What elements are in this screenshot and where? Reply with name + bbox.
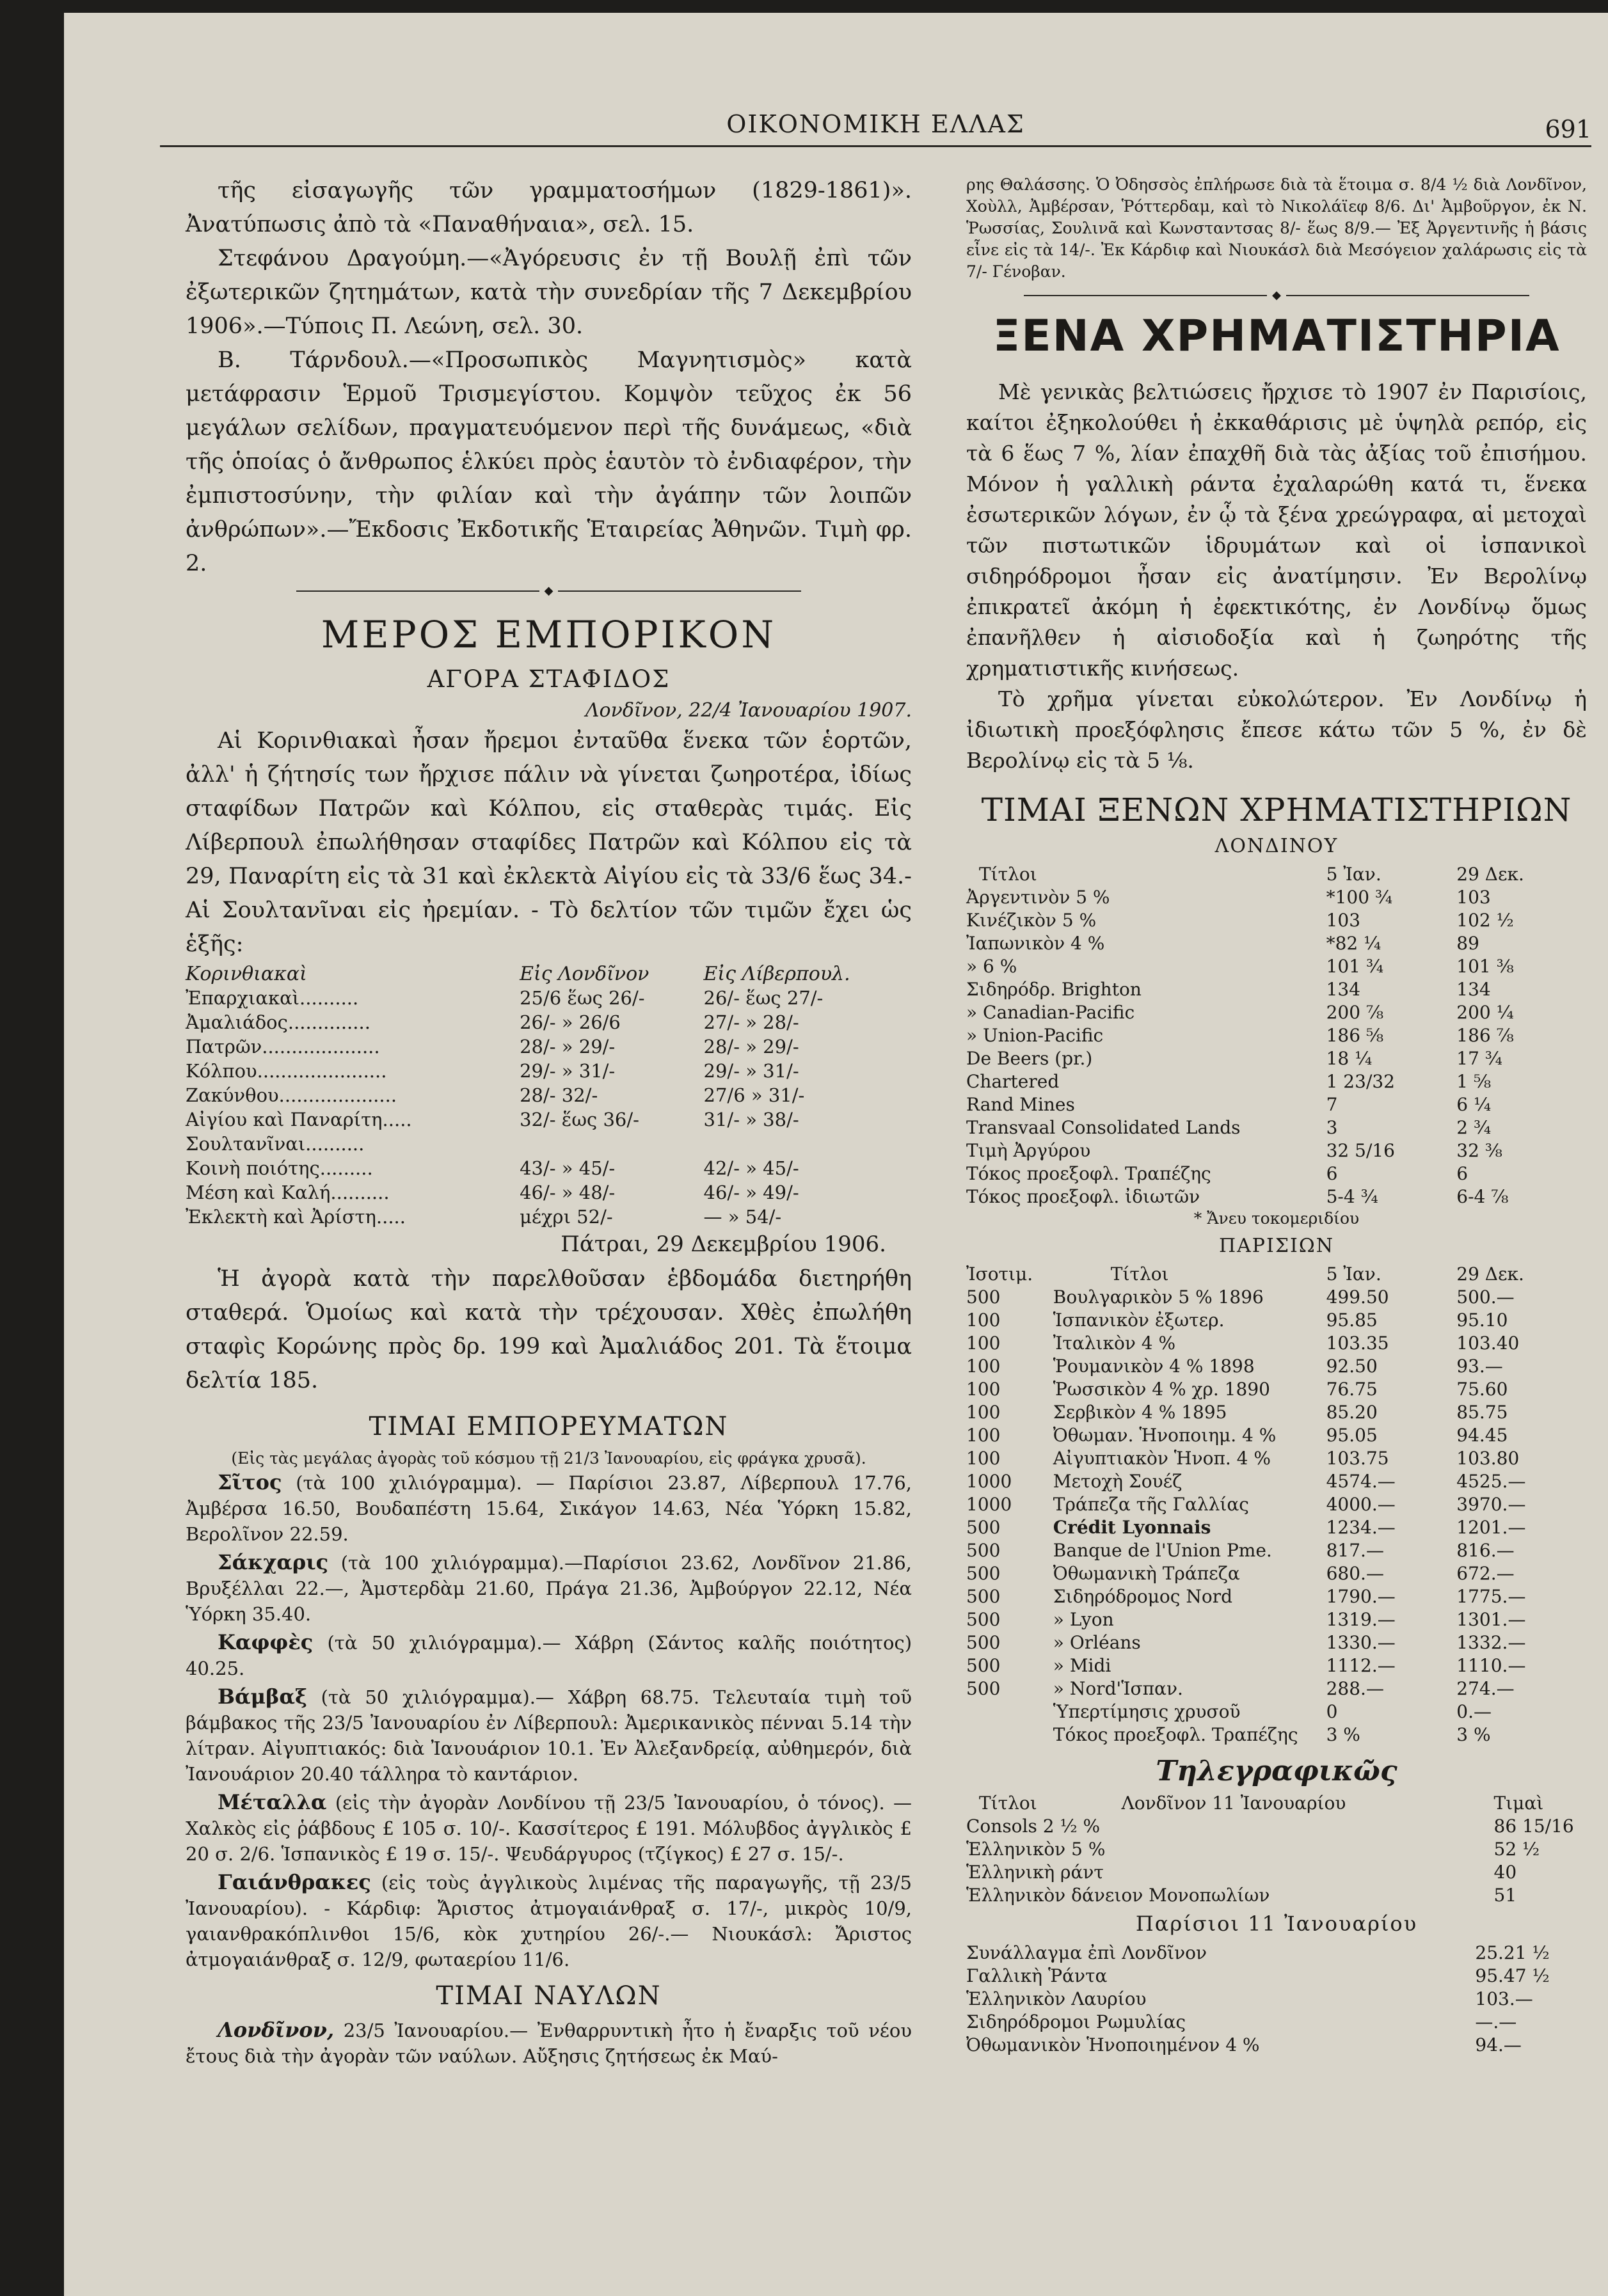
- section-divider: ◆: [966, 285, 1587, 306]
- table-cell: De Beers (pr.): [966, 1047, 1093, 1069]
- table-cell: 1790.—: [1326, 1585, 1396, 1607]
- table-cell: Ἱσπανικὸν ἐξωτερ.: [1053, 1309, 1225, 1331]
- table-cell: 1 23/32: [1326, 1070, 1395, 1092]
- table-cell: Consols 2 ½ %: [966, 1815, 1101, 1837]
- table-cell: Τόκος προεξοφλ. Τραπέζης: [966, 1162, 1211, 1184]
- table-cell: Ἰαπωνικὸν 4 %: [966, 932, 1105, 954]
- table-cell: Transvaal Consolidated Lands: [966, 1116, 1241, 1138]
- foreign-prices-title: ΤΙΜΑΙ ΞΕΝΩΝ ΧΡΗΜΑΤΙΣΤΗΡΙΩΝ: [981, 791, 1572, 828]
- goods-prices-title: ΤΙΜΑΙ ΕΜΠΟΡΕΥΜΑΤΩΝ: [369, 1412, 729, 1441]
- table-row: [966, 1516, 1587, 1539]
- table-cell: 500: [966, 1631, 1001, 1653]
- table-row: [966, 1354, 1587, 1377]
- table-header-cell: Εἰς Λίβερπουλ.: [703, 962, 850, 985]
- table-cell: 32 ⅜: [1456, 1139, 1502, 1161]
- table-cell: » Nord'Ἱσπαν.: [1053, 1677, 1183, 1699]
- table-cell: Σιδηρόδρομοι Ρωμυλίας: [966, 2011, 1186, 2032]
- table-cell: Ἑλληνικὸν Λαυρίου: [966, 1988, 1147, 2009]
- table-cell: 46/- » 48/-: [520, 1182, 616, 1203]
- table-cell: 4574.—: [1326, 1470, 1396, 1492]
- table-cell: 103: [1456, 886, 1491, 908]
- table-cell: *82 ¼: [1326, 932, 1381, 954]
- goods-item: Γαιάνθρακες (εἰς τοὺς ἀγγλικοὺς λιμένας τῆς παραγωγῆς, τῇ 23/5 Ἰανουαρίου). - Κάρδιφ: Ἄριστος ἀτμογαιάνθραξ σ. 17/-, μικρὸς 10/9, γαιανθρακόπλινθοι 15/6, κὸκ χυτηρίου 26/-.— Νιουκάσλ: Ἄριστος ἀτμογαιάνθραξ σ. 12/9, φωταερίου 11/6.: [186, 1870, 912, 1970]
- freight-title: ΤΙΜΑΙ ΝΑΥΛΩΝ: [436, 1981, 662, 2011]
- table-row: [966, 1377, 1587, 1400]
- table-cell: Ἀργεντινὸν 5 %: [966, 886, 1110, 908]
- table-row: [186, 1059, 912, 1083]
- table-cell: Banque de l'Union Pme.: [1053, 1539, 1272, 1561]
- table-cell: Κοινὴ ποιότης.........: [186, 1157, 373, 1179]
- table-row: [966, 1116, 1587, 1139]
- table-row: [186, 986, 912, 1010]
- table-cell: 18 ¼: [1326, 1047, 1373, 1069]
- table-cell: Σιδηρόδρ. Brighton: [966, 978, 1142, 1000]
- table-cell: 52 ½: [1493, 1838, 1540, 1860]
- table-row: [966, 1093, 1587, 1116]
- table-row: [966, 954, 1587, 978]
- table-cell: 100: [966, 1401, 1001, 1423]
- table-row: [966, 1070, 1587, 1093]
- table-cell: Σερβικὸν 4 % 1895: [1053, 1401, 1227, 1423]
- table-row: [186, 1107, 912, 1132]
- table-cell: 103: [1326, 909, 1361, 931]
- table-cell: 186 ⅝: [1326, 1024, 1384, 1046]
- table-cell: *100 ¾: [1326, 886, 1393, 908]
- table-cell: 17 ¾: [1456, 1047, 1502, 1069]
- table-cell: 4000.—: [1326, 1493, 1396, 1515]
- table-cell: 1330.—: [1326, 1631, 1396, 1653]
- table-cell: Τράπεζα τῆς Γαλλίας: [1053, 1493, 1249, 1515]
- table-cell: 40: [1493, 1861, 1517, 1883]
- intro-paragraph: Β. Τάρνδουλ.—«Προσωπικὸς Μαγνητισμὸς» κατὰ μετάφρασιν Ἑρμοῦ Τρισμεγίστου. Κομψὸν τεῦχος ἐκ 56 μεγάλων σελίδων, πραγματευόμενον περὶ τῆς δυνάμεως, «διὰ τῆς ὁποίας ὁ ἄνθρωπος ἑλκύει πρὸς ἑαυτὸν τὸ ἐνδιαφέρον, τὴν ἐμπιστοσύνην, τὴν φιλίαν καὶ τὴν ἀγάπην τῶν λοιπῶν ἀνθρώπων».—Ἔκδοσις Ἐκδοτικῆς Ἑταιρείας Ἀθηνῶν. Τιμὴ φρ. 2.: [186, 347, 912, 576]
- table-cell: 100: [966, 1447, 1001, 1469]
- table-cell: 1775.—: [1456, 1585, 1526, 1607]
- table-cell: Rand Mines: [966, 1093, 1075, 1115]
- table-cell: 26/- » 26/6: [520, 1011, 621, 1033]
- table-cell: 1332.—: [1456, 1631, 1526, 1653]
- table-cell: Ζακύνθου....................: [186, 1084, 397, 1106]
- table-cell: 29/- » 31/-: [703, 1060, 799, 1082]
- table-cell: Κόλπου......................: [186, 1060, 387, 1082]
- table-cell: —.—: [1475, 2011, 1517, 2032]
- table-row: [966, 1423, 1587, 1446]
- table-cell: 29/- » 31/-: [520, 1060, 616, 1082]
- page-number: 691: [1545, 115, 1591, 143]
- table-cell: 92.50: [1326, 1355, 1378, 1377]
- table-cell: 28/- » 29/-: [703, 1036, 799, 1057]
- table-row: [966, 1308, 1587, 1331]
- table-cell: 500: [966, 1562, 1001, 1584]
- table-cell: 101 ¾: [1326, 955, 1384, 977]
- table-cell: Ἑλληνικὸν δάνειον Μονοπωλίων: [966, 1884, 1270, 1906]
- table-cell: 3: [1326, 1116, 1338, 1138]
- table-row: [186, 1156, 912, 1180]
- table-cell: 1 ⅝: [1456, 1070, 1492, 1092]
- table-cell: 134: [1456, 978, 1491, 1000]
- right-column: [966, 174, 1587, 2056]
- table-cell: 100: [966, 1332, 1001, 1354]
- table-cell: 89: [1456, 932, 1479, 954]
- table-cell: 3970.—: [1456, 1493, 1526, 1515]
- table-header-cell: 29 Δεκ.: [1456, 1263, 1524, 1285]
- table-row: [186, 1180, 912, 1205]
- table-cell: [966, 1723, 1053, 1746]
- table-cell: [1122, 1860, 1494, 1883]
- table-row: [966, 1883, 1587, 1906]
- table-cell: 1234.—: [1326, 1516, 1396, 1538]
- table-cell: 94.45: [1456, 1424, 1508, 1446]
- table-cell: 500.—: [1456, 1286, 1515, 1308]
- table-cell: 76.75: [1326, 1378, 1378, 1400]
- table-row: [966, 1631, 1587, 1654]
- table-cell: 7: [1326, 1093, 1338, 1115]
- table-cell: Ὀθωμαν. Ἡνοποιημ. 4 %: [1053, 1424, 1277, 1446]
- table-cell: 500: [966, 1585, 1001, 1607]
- goods-item: Μέταλλα (εἰς τὴν ἀγορὰν Λονδίνου τῇ 23/5 Ἰανουαρίου, ὁ τόνος). — Χαλκὸς εἰς ῥάβδους £ 105 σ. 10/-. Κασσίτερος £ 191. Μόλυβδος ἀγγλικὸς £ 20 σ. 2/6. Ἱσπανικὸς £ 19 σ. 15/-. Ψευδάργυρος (τζίγκος) £ 27 σ. 15/-.: [186, 1790, 912, 1865]
- table-row: [966, 1539, 1587, 1562]
- table-row: [966, 1814, 1587, 1837]
- table-row: [966, 1139, 1587, 1162]
- table-row: [966, 1047, 1587, 1070]
- table-cell: 85.75: [1456, 1401, 1508, 1423]
- table-cell: Τόκος προεξοφλ. Τραπέζης: [1053, 1723, 1298, 1745]
- table-cell: 6: [1456, 1162, 1469, 1184]
- table-row: [966, 1860, 1587, 1883]
- journal-title: ΟΙΚΟΝΟΜΙΚΗ ΕΛΛΑΣ: [726, 110, 1025, 138]
- intro-paragraph: Στεφάνου Δραγούμη.—«Ἀγόρευσις ἐν τῇ Βουλῇ ἐπὶ τῶν ἐξωτερικῶν ζητημάτων, κατὰ τὴν συνεδρίαν τῆς 7 Δεκεμβρίου 1906».—Τύποις Π. Λεώνη, σελ. 30.: [186, 246, 912, 339]
- table-row: [966, 1162, 1587, 1185]
- table-cell: 816.—: [1456, 1539, 1515, 1561]
- left-column: [186, 174, 912, 2071]
- table-cell: 3 %: [1456, 1723, 1491, 1745]
- london-title: ΛΟΝΔΙΝΟΥ: [1214, 835, 1339, 857]
- table-cell: 6: [1326, 1162, 1338, 1184]
- table-row: [966, 1446, 1587, 1469]
- table-row: [966, 1285, 1587, 1308]
- table-cell: 51: [1493, 1884, 1517, 1906]
- table-cell: » Midi: [1053, 1654, 1111, 1676]
- table-cell: 95.85: [1326, 1309, 1378, 1331]
- table-header-row: [966, 1262, 1587, 1285]
- table-cell: Ὑπερτίμησις χρυσοῦ: [1053, 1700, 1241, 1722]
- table-row: [966, 1400, 1587, 1423]
- table-cell: Ῥωσσικὸν 4 % χρ. 1890: [1053, 1378, 1270, 1400]
- table-row: [966, 1700, 1587, 1723]
- table-row: [966, 1608, 1587, 1631]
- paris-table: [966, 1262, 1587, 1746]
- table-header-cell: Εἰς Λονδῖνον: [520, 962, 649, 985]
- table-cell: 500: [966, 1654, 1001, 1676]
- table-cell: 1110.—: [1456, 1654, 1526, 1676]
- table-cell: 6-4 ⅞: [1456, 1185, 1509, 1207]
- table-row: [966, 908, 1587, 931]
- table-cell: Ἀμαλιάδος..............: [186, 1011, 370, 1033]
- goods-prices-subtitle: (Εἰς τὰς μεγάλας ἀγορὰς τοῦ κόσμου τῇ 21/3 Ἰανουαρίου, εἰς φράγκα χρυσᾶ).: [231, 1449, 866, 1468]
- table-header-cell: Λονδῖνον 11 Ἰανουαρίου: [1121, 1792, 1346, 1814]
- table-header-cell: 5 Ἰαν.: [1326, 863, 1381, 885]
- table-cell: Crédit Lyonnais: [1053, 1516, 1211, 1538]
- table-cell: 1301.—: [1456, 1608, 1526, 1630]
- table-cell: [1122, 1814, 1494, 1837]
- table-row: [186, 1034, 912, 1059]
- table-cell: 6 ¼: [1456, 1093, 1492, 1115]
- table-cell: 102 ½: [1456, 909, 1514, 931]
- table-cell: 2 ¾: [1456, 1116, 1492, 1138]
- telegraph-london-table: [966, 1791, 1587, 1906]
- table-cell: 25.21 ½: [1475, 1942, 1550, 1963]
- table-cell: 95.10: [1456, 1309, 1508, 1331]
- table-cell: 100: [966, 1355, 1001, 1377]
- table-row: [186, 1083, 912, 1107]
- table-cell: [1122, 1837, 1494, 1860]
- table-row: [966, 2033, 1587, 2056]
- freight-continued-text: ρης Θαλάσσης. Ὁ Ὀδησσὸς ἐπλήρωσε διὰ τὰ ἕτοιμα σ. 8/4 ½ διὰ Λονδῖνον, Χοὺλλ, Ἀμβέρσαν, Ῥόττερδαμ, καὶ τὸ Νικολάϊεφ 8/6. Δι' Ἀμβοῦργον, ἐκ Ν. Ῥωσσίας, Σουλινᾶ καὶ Κωνσταντσας 8/- ἕως 8/9.— Ἐξ Ἀργεντινῆς ἡ βάσις εἶνε εἰς τὰ 14/-. Ἐκ Κάρδιφ καὶ Νιουκάσλ διὰ Μεσόγειον χαλάρωσις εἰς τὰ 7/- Γένοβαν.: [966, 175, 1587, 281]
- table-cell: 32 5/16: [1326, 1139, 1395, 1161]
- table-cell: 200 ¼: [1456, 1001, 1514, 1023]
- table-cell: 31/- » 38/-: [703, 1109, 799, 1130]
- table-row: [966, 1492, 1587, 1516]
- intro-paragraph: τῆς εἰσαγωγῆς τῶν γραμματοσήμων (1829-1861)». Ἀνατύπωσις ἀπὸ τὰ «Παναθήναια», σελ. 15.: [186, 178, 912, 237]
- table-row: [966, 978, 1587, 1001]
- page-header: [160, 96, 1591, 147]
- table-cell: 103.80: [1456, 1447, 1520, 1469]
- table-cell: 100: [966, 1309, 1001, 1331]
- section-divider: ◆: [186, 581, 912, 601]
- table-cell: 100: [966, 1424, 1001, 1446]
- table-row: [966, 885, 1587, 908]
- table-cell: 500: [966, 1539, 1001, 1561]
- table-cell: 288.—: [1326, 1677, 1384, 1699]
- table-cell: Ἰταλικὸν 4 %: [1053, 1332, 1176, 1354]
- table-cell: Σιδηρόδρομος Nord: [1053, 1585, 1233, 1607]
- exchanges-title: ΞΕΝΑ ΧΡΗΜΑΤΙΣΤΗΡΙΑ: [992, 311, 1561, 361]
- exchanges-paragraph: Τὸ χρῆμα γίνεται εὐκολώτερον. Ἐν Λονδίνῳ ἡ ἰδιωτικὴ προεξόφλησις ἔπεσε κάτω τῶν 5 %, ἐν δὲ Βερολίνῳ εἰς τὰ 5 ⅛.: [966, 686, 1587, 773]
- table-cell: Chartered: [966, 1070, 1060, 1092]
- table-cell: 75.60: [1456, 1378, 1508, 1400]
- table-cell: 94.—: [1475, 2034, 1522, 2055]
- table-header-cell: Τίτλοι: [979, 863, 1037, 885]
- table-row: [186, 1132, 912, 1156]
- table-row: [966, 1585, 1587, 1608]
- table-cell: 32/- ἕως 36/-: [520, 1109, 639, 1130]
- currant-market-title: ΑΓΟΡΑ ΣΤΑΦΙΔΟΣ: [427, 665, 671, 693]
- table-cell: [704, 1132, 912, 1156]
- table-header-cell: Κορινθιακαὶ: [186, 962, 307, 985]
- table-cell: 95.47 ½: [1475, 1965, 1550, 1986]
- table-cell: 186 ⅞: [1456, 1024, 1514, 1046]
- table-row: [966, 1987, 1587, 2010]
- table-cell: Βουλγαρικὸν 5 % 1896: [1053, 1286, 1264, 1308]
- london-note: * Ἄνευ τοκομεριδίου: [1193, 1209, 1360, 1228]
- table-cell: 274.—: [1456, 1677, 1515, 1699]
- table-cell: 5-4 ¾: [1326, 1185, 1378, 1207]
- table-cell: 101 ⅜: [1456, 955, 1514, 977]
- table-header-row: [966, 1791, 1587, 1814]
- patras-dateline: Πάτραι, 29 Δεκεμβρίου 1906.: [561, 1231, 886, 1257]
- goods-item: Βάμβαξ (τὰ 50 χιλιόγραμμα).— Χάβρη 68.75. Τελευταία τιμὴ τοῦ βάμβακος τῆς 23/5 Ἰανουαρίου ἐν Λίβερπουλ: Ἀμερικανικὸς πένναι 5.14 τὴν λίτραν. Αἰγυπτιακός: διὰ Ἰανουάριον 10.1. Ἐν Ἀλεξανδρείᾳ, αὐθημερόν, διὰ Ἰανουάριον 20.40 τάλληρα τὸ καντάριον.: [186, 1684, 912, 1785]
- table-cell: Κινέζικὸν 5 %: [966, 909, 1097, 931]
- table-cell: Μέση καὶ Καλή..........: [186, 1182, 390, 1203]
- section-title: ΜΕΡΟΣ ΕΜΠΟΡΙΚΟΝ: [321, 613, 777, 656]
- paris-title: ΠΑΡΙΣΙΩΝ: [1218, 1235, 1335, 1257]
- table-cell: 42/- » 45/-: [703, 1157, 799, 1179]
- table-cell: » Union-Pacific: [966, 1024, 1104, 1046]
- table-cell: 28/- » 29/-: [520, 1036, 616, 1057]
- goods-item: Σάκχαρις (τὰ 100 χιλιόγραμμα).—Παρίσιοι 23.62, Λονδῖνον 21.86, Βρυξέλλαι 22.—, Ἀμστερδὰμ 21.60, Πράγα 21.36, Ἀμβούργον 22.12, Νέα Ὑόρκη 35.40.: [186, 1550, 912, 1625]
- table-row: [966, 1024, 1587, 1047]
- goods-item: Σῖτος (τὰ 100 χιλιόγραμμα). — Παρίσιοι 23.87, Λίβερπουλ 17.76, Ἀμβέρσα 16.50, Βουδαπέστη 15.64, Σικάγον 14.63, Νέα Ὑόρκη 15.82, Βερολῖνον 22.59.: [186, 1470, 912, 1545]
- scanned-page: [64, 13, 1608, 2296]
- table-header-cell: Τίτλοι: [979, 1792, 1037, 1814]
- table-cell: 500: [966, 1286, 1001, 1308]
- table-cell: 1201.—: [1456, 1516, 1526, 1538]
- table-row: [966, 1723, 1587, 1746]
- table-cell: 103.40: [1456, 1332, 1520, 1354]
- table-row: [966, 1562, 1587, 1585]
- table-cell: 85.20: [1326, 1401, 1378, 1423]
- table-cell: Ἐπαρχιακαὶ..........: [186, 987, 359, 1009]
- table-row: [966, 1941, 1587, 1964]
- table-row: [186, 1205, 912, 1229]
- table-cell: Ἑλληνικὴ ράντ: [966, 1861, 1104, 1883]
- table-row: [966, 1001, 1587, 1024]
- table-header-cell: 29 Δεκ.: [1456, 863, 1524, 885]
- table-header-cell: 5 Ἰαν.: [1326, 1263, 1381, 1285]
- table-cell: 26/- ἕως 27/-: [703, 987, 824, 1009]
- header-rule: [160, 145, 1591, 147]
- table-cell: » Lyon: [1053, 1608, 1114, 1630]
- table-cell: 680.—: [1326, 1562, 1384, 1584]
- table-cell: Γαλλικὴ Ῥάντα: [966, 1965, 1108, 1986]
- table-cell: 200 ⅞: [1326, 1001, 1384, 1023]
- table-cell: 100: [966, 1378, 1001, 1400]
- table-cell: Μετοχὴ Σουέζ: [1053, 1470, 1182, 1492]
- table-cell: 4525.—: [1456, 1470, 1526, 1492]
- table-row: [966, 2010, 1587, 2033]
- table-cell: Τόκος προεξοφλ. ἰδιωτῶν: [966, 1185, 1200, 1207]
- table-row: [966, 1837, 1587, 1860]
- table-cell: Πατρῶν....................: [186, 1036, 380, 1057]
- table-cell: 817.—: [1326, 1539, 1384, 1561]
- table-cell: Σουλτανῖναι..........: [186, 1133, 365, 1155]
- table-cell: 1000: [966, 1493, 1012, 1515]
- table-row: [966, 1469, 1587, 1492]
- table-cell: 86 15/16: [1493, 1815, 1574, 1837]
- exchanges-paragraph: Μὲ γενικὰς βελτιώσεις ἤρχισε τὸ 1907 ἐν Παρισίοις, καίτοι ἐξηκολούθει ἡ ἐκκαθάρισις μὲ ὑψηλὰ ρεπόρ, εἰς τὰ 6 ἕως 7 %, λίαν ἐπαχθῆ διὰ τὰς ἀξίας τοῦ ἐπισήμου. Μόνον ἡ γαλλικὴ ράντα ἐχαλαρώθη κατά τι, ἕνεκα ἐσωτερικῶν λόγων, ἐν ᾧ τὰ ξένα χρεώγραφα, αἱ μετοχαὶ τῶν πιστωτικῶν ἱδρυμάτων καὶ οἱ ἰσπανικοὶ σιδηρόδρομοι ἦσαν εἰς ἀνατίμησιν. Ἐν Βερολίνῳ ἐπικρατεῖ ἀκόμη ἡ ἐφεκτικότης, ἐν Λονδίνῳ ὅμως ἐπανῆλθεν ἡ αἰσιοδοξία καὶ ἡ ζωηρότης τῆς χρηματιστικῆς κινήσεως.: [966, 379, 1587, 681]
- table-row: [966, 931, 1587, 954]
- telegraph-paris-table: [966, 1941, 1587, 2056]
- currant-price-table: [186, 962, 912, 1229]
- table-cell: 134: [1326, 978, 1361, 1000]
- table-cell: 28/- 32/-: [520, 1084, 598, 1106]
- table-header-cell: Τίτλοι: [1110, 1263, 1169, 1285]
- freight-text: Λονδῖνον, 23/5 Ἰανουαρίου.— Ἐνθαρρυντικὴ ἦτο ἡ ἔναρξις τοῦ νέου ἔτους διὰ τὴν ἀγορὰν τῶν ναύλων. Αὔξησις ζητήσεως ἐκ Μαύ-: [186, 2018, 912, 2067]
- telegraph-title: Τηλεγραφικῶς: [1156, 1755, 1397, 1787]
- table-cell: » Canadian-Pacific: [966, 1001, 1135, 1023]
- table-cell: — » 54/-: [703, 1206, 782, 1228]
- table-cell: 672.—: [1456, 1562, 1515, 1584]
- table-cell: Τιμὴ Ἀργύρου: [966, 1139, 1091, 1161]
- table-cell: 3 %: [1326, 1723, 1360, 1745]
- table-cell: Ἐκλεκτὴ καὶ Ἀρίστη.....: [186, 1206, 406, 1228]
- table-cell: 46/- » 49/-: [703, 1182, 799, 1203]
- table-cell: 27/- » 28/-: [703, 1011, 799, 1033]
- table-cell: 27/6 » 31/-: [703, 1084, 805, 1106]
- table-cell: 103.75: [1326, 1447, 1389, 1469]
- table-cell: μέχρι 52/-: [520, 1206, 613, 1228]
- london-table: [966, 862, 1587, 1208]
- table-row: [966, 1185, 1587, 1208]
- table-cell: Αἰγυπτιακὸν Ἡνοπ. 4 %: [1053, 1447, 1271, 1469]
- table-header-row: [186, 962, 912, 986]
- table-cell: 500: [966, 1516, 1001, 1538]
- table-row: [966, 1654, 1587, 1677]
- table-cell: 1000: [966, 1470, 1012, 1492]
- table-row: [966, 1964, 1587, 1987]
- table-cell: 103.35: [1326, 1332, 1389, 1354]
- table-header-cell: Τιμαὶ: [1493, 1792, 1544, 1814]
- table-row: [186, 1010, 912, 1034]
- table-cell: 1319.—: [1326, 1608, 1396, 1630]
- table-cell: Ὀθωμανικὸν Ἡνοποιημένον 4 %: [966, 2034, 1260, 2055]
- table-cell: [966, 1700, 1053, 1723]
- table-cell: » 6 %: [966, 955, 1017, 977]
- table-cell: 95.05: [1326, 1424, 1378, 1446]
- table-cell: 0.—: [1456, 1700, 1492, 1722]
- table-cell: Ῥουμανικὸν 4 % 1898: [1053, 1355, 1255, 1377]
- table-cell: 500: [966, 1677, 1001, 1699]
- table-cell: 499.50: [1326, 1286, 1389, 1308]
- table-cell: Αἰγίου καὶ Παναρίτη.....: [186, 1109, 412, 1130]
- table-cell: Συνάλλαγμα ἐπὶ Λονδῖνον: [966, 1942, 1207, 1963]
- table-cell: 1112.—: [1326, 1654, 1396, 1676]
- table-cell: Ἑλληνικὸν 5 %: [966, 1838, 1106, 1860]
- table-header-cell: Ἰσοτιμ.: [966, 1263, 1033, 1285]
- table-cell: [520, 1132, 703, 1156]
- goods-item: Καφφὲς (τὰ 50 χιλιόγραμμα).— Χάβρη (Σάντος καλῆς ποιότητος) 40.25.: [186, 1630, 912, 1679]
- table-cell: » Orléans: [1053, 1631, 1141, 1653]
- table-cell: 25/6 ἕως 26/-: [520, 987, 645, 1009]
- table-header-row: [966, 862, 1587, 885]
- telegraph-paris-title: Παρίσιοι 11 Ἰανουαρίου: [1135, 1912, 1418, 1936]
- table-cell: 43/- » 45/-: [520, 1157, 616, 1179]
- table-cell: 93.—: [1456, 1355, 1503, 1377]
- table-row: [966, 1331, 1587, 1354]
- table-row: [966, 1677, 1587, 1700]
- currant-text: Αἱ Κορινθιακαὶ ἦσαν ἤρεμοι ἐνταῦθα ἕνεκα τῶν ἑορτῶν, ἀλλ' ἡ ζήτησίς των ἤρχισε πάλιν νὰ γίνεται ζωηροτέρα, ἰδίως σταφίδων Πατρῶν καὶ Κόλπου, εἰς σταθερὰς τιμάς. Εἰς Λίβερπουλ ἐπωλήθησαν σταφίδες Πατρῶν καὶ Κόλπου εἰς τὰ 29, Παναρίτη εἰς τὰ 31 καὶ ἐκλεκτὰ Αἰγίου εἰς τὰ 33/6 ἕως 34.- Αἱ Σουλτανῖναι εἰς ἠρεμίαν. - Τὸ δελτίον τῶν τιμῶν ἔχει ὡς ἑξῆς:: [186, 728, 912, 957]
- patras-text: Ἡ ἀγορὰ κατὰ τὴν παρελθοῦσαν ἑβδομάδα διετηρήθη σταθερά. Ὁμοίως καὶ κατὰ τὴν τρέχουσαν. Χθὲς ἐπωλήθη σταφὶς Κορώνης πρὸς δρ. 199 καὶ Ἀμαλιάδος 201. Τὰ ἕτοιμα δελτία 185.: [186, 1266, 912, 1393]
- table-cell: 500: [966, 1608, 1001, 1630]
- currant-dateline: Λονδῖνον, 22/4 Ἰανουαρίου 1907.: [585, 699, 912, 722]
- table-cell: Ὀθωμανικὴ Τράπεζα: [1053, 1562, 1240, 1584]
- table-cell: 0: [1326, 1700, 1338, 1722]
- table-cell: 103.—: [1475, 1988, 1533, 2009]
